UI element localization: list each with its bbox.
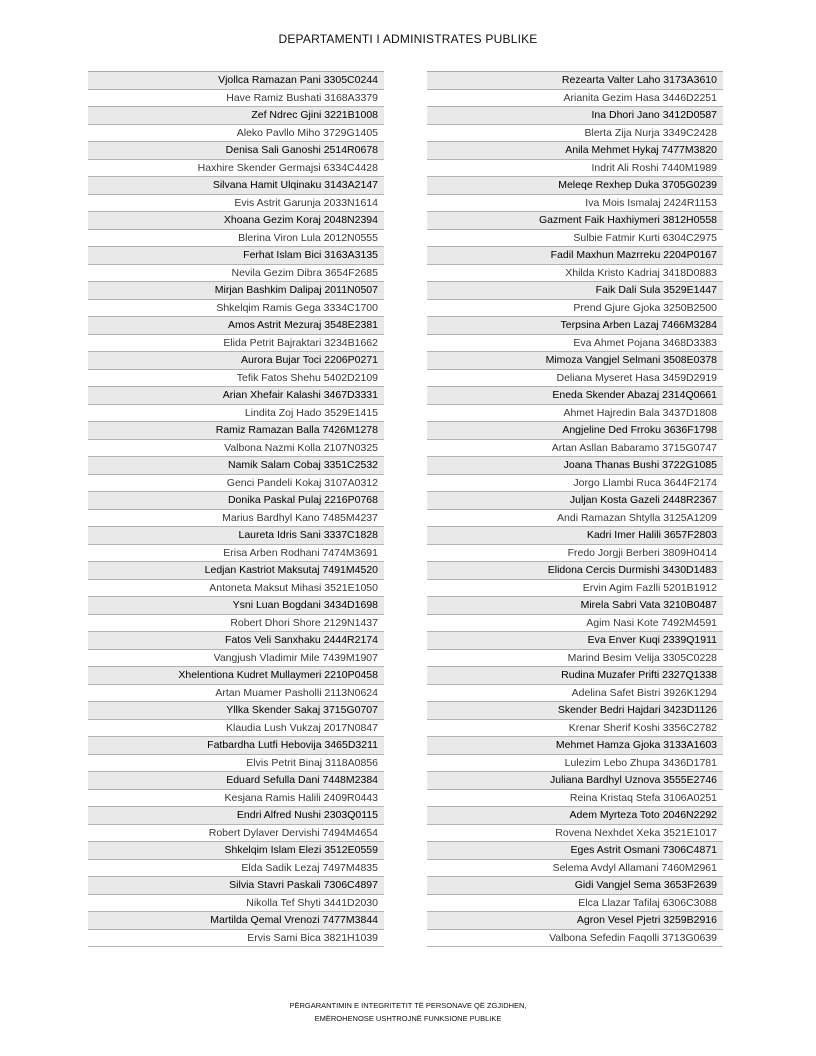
right-list-row: Elca Llazar Tafilaj 6306C3088 xyxy=(427,895,723,913)
left-list-row: Mirjan Bashkim Dalipaj 2011N0507 xyxy=(88,282,384,300)
right-list-row: Anila Mehmet Hykaj 7477M3820 xyxy=(427,142,723,160)
right-list-row: Juliana Bardhyl Uznova 3555E2746 xyxy=(427,772,723,790)
left-list-row: Haxhire Skender Germajsi 6334C4428 xyxy=(88,160,384,178)
left-list-row: Laureta Idris Sani 3337C1828 xyxy=(88,527,384,545)
footer-line-1: PËRGARANTIMIN E INTEGRITETIT TË PERSONAVE QË ZGJIDHEN, xyxy=(289,1001,527,1010)
right-list-row: Mirela Sabri Vata 3210B0487 xyxy=(427,597,723,615)
left-list-row: Genci Pandeli Kokaj 3107A0312 xyxy=(88,475,384,493)
right-list-row: Selema Avdyl Allamani 7460M2961 xyxy=(427,860,723,878)
left-list-row: Antoneta Maksut Mihasi 3521E1050 xyxy=(88,580,384,598)
right-list-row: Xhilda Kristo Kadriaj 3418D0883 xyxy=(427,265,723,283)
left-list-row: Fatbardha Lutfi Hebovija 3465D3211 xyxy=(88,737,384,755)
right-list-row: Krenar Sherif Koshi 3356C2782 xyxy=(427,720,723,738)
footer xyxy=(0,999,816,1025)
right-list-row: Prend Gjure Gjoka 3250B2500 xyxy=(427,300,723,318)
left-list-row: Tefik Fatos Shehu 5402D2109 xyxy=(88,370,384,388)
right-list-row: Eva Enver Kuqi 2339Q1911 xyxy=(427,632,723,650)
left-list-row: Zef Ndrec Gjini 3221B1008 xyxy=(88,107,384,125)
right-list-row: Kadri Imer Halili 3657F2803 xyxy=(427,527,723,545)
right-list-row: Meleqe Rexhep Duka 3705G0239 xyxy=(427,177,723,195)
right-list-row: Faik Dali Sula 3529E1447 xyxy=(427,282,723,300)
right-list-row: Lulezim Lebo Zhupa 3436D1781 xyxy=(427,755,723,773)
right-list-row: Deliana Myseret Hasa 3459D2919 xyxy=(427,370,723,388)
right-list-row: Rudina Muzafer Prifti 2327Q1338 xyxy=(427,667,723,685)
left-list-row: Blerina Viron Lula 2012N0555 xyxy=(88,230,384,248)
left-list-row: Donika Paskal Pulaj 2216P0768 xyxy=(88,492,384,510)
left-list-row: Marius Bardhyl Kano 7485M4237 xyxy=(88,510,384,528)
left-list-row: Shkelqim Islam Elezi 3512E0559 xyxy=(88,842,384,860)
left-list-row: Nevila Gezim Dibra 3654F2685 xyxy=(88,265,384,283)
right-list-row: Artan Asllan Babaramo 3715G0747 xyxy=(427,440,723,458)
right-list-row: Sulbie Fatmir Kurti 6304C2975 xyxy=(427,230,723,248)
right-list-row: Mehmet Hamza Gjoka 3133A1603 xyxy=(427,737,723,755)
left-list-row: Robert Dhori Shore 2129N1437 xyxy=(88,615,384,633)
left-list-row: Klaudia Lush Vukzaj 2017N0847 xyxy=(88,720,384,738)
left-name-list xyxy=(88,71,384,947)
right-list-row: Jorgo Llambi Ruca 3644F2174 xyxy=(427,475,723,493)
right-list-row: Arianita Gezim Hasa 3446D2251 xyxy=(427,90,723,108)
right-list-row: Ina Dhori Jano 3412D0587 xyxy=(427,107,723,125)
right-list-row: Elidona Cercis Durmishi 3430D1483 xyxy=(427,562,723,580)
right-list-row: Blerta Zija Nurja 3349C2428 xyxy=(427,125,723,143)
left-list-row: Robert Dylaver Dervishi 7494M4654 xyxy=(88,825,384,843)
left-list-row: Have Ramiz Bushati 3168A3379 xyxy=(88,90,384,108)
right-list-row: Agim Nasi Kote 7492M4591 xyxy=(427,615,723,633)
right-list-row: Fredo Jorgji Berberi 3809H0414 xyxy=(427,545,723,563)
right-list-row: Joana Thanas Bushi 3722G1085 xyxy=(427,457,723,475)
right-list-row: Ahmet Hajredin Bala 3437D1808 xyxy=(427,405,723,423)
right-list-row: Valbona Sefedin Faqolli 3713G0639 xyxy=(427,930,723,948)
right-list-row: Eges Astrit Osmani 7306C4871 xyxy=(427,842,723,860)
right-list-row: Indrit Ali Roshi 7440M1989 xyxy=(427,160,723,178)
right-list-row: Gazment Faik Haxhiymeri 3812H0558 xyxy=(427,212,723,230)
left-list-row: Eduard Sefulla Dani 7448M2384 xyxy=(88,772,384,790)
left-list-row: Aleko Pavllo Miho 3729G1405 xyxy=(88,125,384,143)
left-list-row: Silvia Stavri Paskali 7306C4897 xyxy=(88,877,384,895)
left-list-row: Elida Petrit Bajraktari 3234B1662 xyxy=(88,335,384,353)
right-list-row: Rovena Nexhdet Xeka 3521E1017 xyxy=(427,825,723,843)
left-list-row: Erisa Arben Rodhani 7474M3691 xyxy=(88,545,384,563)
footer-line-2: EMËROHENOSE USHTROJNË FUNKSIONE PUBLIKE xyxy=(314,1014,502,1023)
right-list-row: Skender Bedri Hajdari 3423D1126 xyxy=(427,702,723,720)
right-list-row: Andi Ramazan Shtylla 3125A1209 xyxy=(427,510,723,528)
right-list-row: Adem Myrteza Toto 2046N2292 xyxy=(427,807,723,825)
right-list-row: Terpsina Arben Lazaj 7466M3284 xyxy=(427,317,723,335)
left-list-row: Xhelentiona Kudret Mullaymeri 2210P0458 xyxy=(88,667,384,685)
page-title: DEPARTAMENTI I ADMINISTRATES PUBLIKE xyxy=(278,32,538,46)
left-list-row: Vjollca Ramazan Pani 3305C0244 xyxy=(88,72,384,90)
right-list-row: Reina Kristaq Stefa 3106A0251 xyxy=(427,790,723,808)
right-list-row: Agron Vesel Pjetri 3259B2916 xyxy=(427,912,723,930)
right-list-row: Iva Mois Ismalaj 2424R1153 xyxy=(427,195,723,213)
left-list-row: Valbona Nazmi Kolla 2107N0325 xyxy=(88,440,384,458)
right-list-row: Adelina Safet Bistri 3926K1294 xyxy=(427,685,723,703)
left-list-row: Yllka Skender Sakaj 3715G0707 xyxy=(88,702,384,720)
right-list-row: Eneda Skender Abazaj 2314Q0661 xyxy=(427,387,723,405)
left-list-row: Martilda Qemal Vrenozi 7477M3844 xyxy=(88,912,384,930)
right-list-row: Marind Besim Velija 3305C0228 xyxy=(427,650,723,668)
left-list-row: Arian Xhefair Kalashi 3467D3331 xyxy=(88,387,384,405)
left-list-row: Namik Salam Cobaj 3351C2532 xyxy=(88,457,384,475)
left-list-row: Amos Astrit Mezuraj 3548E2381 xyxy=(88,317,384,335)
left-list-row: Evis Astrit Garunja 2033N1614 xyxy=(88,195,384,213)
left-list-row: Ramiz Ramazan Balla 7426M1278 xyxy=(88,422,384,440)
left-list-row: Shkelqim Ramis Gega 3334C1700 xyxy=(88,300,384,318)
left-list-row: Ledjan Kastriot Maksutaj 7491M4520 xyxy=(88,562,384,580)
left-list-row: Kesjana Ramis Halili 2409R0443 xyxy=(88,790,384,808)
left-list-row: Ferhat Islam Bici 3163A3135 xyxy=(88,247,384,265)
right-list-row: Mimoza Vangjel Selmani 3508E0378 xyxy=(427,352,723,370)
left-list-row: Denisa Sali Ganoshi 2514R0678 xyxy=(88,142,384,160)
left-list-row: Vangjush Vladimir Mile 7439M1907 xyxy=(88,650,384,668)
left-list-row: Fatos Veli Sanxhaku 2444R2174 xyxy=(88,632,384,650)
right-list-row: Eva Ahmet Pojana 3468D3383 xyxy=(427,335,723,353)
left-list-row: Lindita Zoj Hado 3529E1415 xyxy=(88,405,384,423)
left-list-row: Elvis Petrit Binaj 3118A0856 xyxy=(88,755,384,773)
right-list-row: Ervin Agim Fazlli 5201B1912 xyxy=(427,580,723,598)
right-list-row: Fadil Maxhun Mazrreku 2204P0167 xyxy=(427,247,723,265)
right-name-list xyxy=(427,71,723,947)
left-list-row: Silvana Hamit Ulqinaku 3143A2147 xyxy=(88,177,384,195)
left-list-row: Elda Sadik Lezaj 7497M4835 xyxy=(88,860,384,878)
left-list-row: Nikolla Tef Shyti 3441D2030 xyxy=(88,895,384,913)
left-list-row: Ervis Sami Bica 3821H1039 xyxy=(88,930,384,948)
right-list-row: Gidi Vangjel Sema 3653F2639 xyxy=(427,877,723,895)
right-list-row: Angjeline Ded Frroku 3636F1798 xyxy=(427,422,723,440)
left-list-row: Ysni Luan Bogdani 3434D1698 xyxy=(88,597,384,615)
left-list-row: Aurora Bujar Toci 2206P0271 xyxy=(88,352,384,370)
right-list-row: Juljan Kosta Gazeli 2448R2367 xyxy=(427,492,723,510)
left-list-row: Xhoana Gezim Koraj 2048N2394 xyxy=(88,212,384,230)
left-list-row: Artan Muamer Pasholli 2113N0624 xyxy=(88,685,384,703)
left-list-row: Endri Alfred Nushi 2303Q0115 xyxy=(88,807,384,825)
right-list-row: Rezearta Valter Laho 3173A3610 xyxy=(427,72,723,90)
